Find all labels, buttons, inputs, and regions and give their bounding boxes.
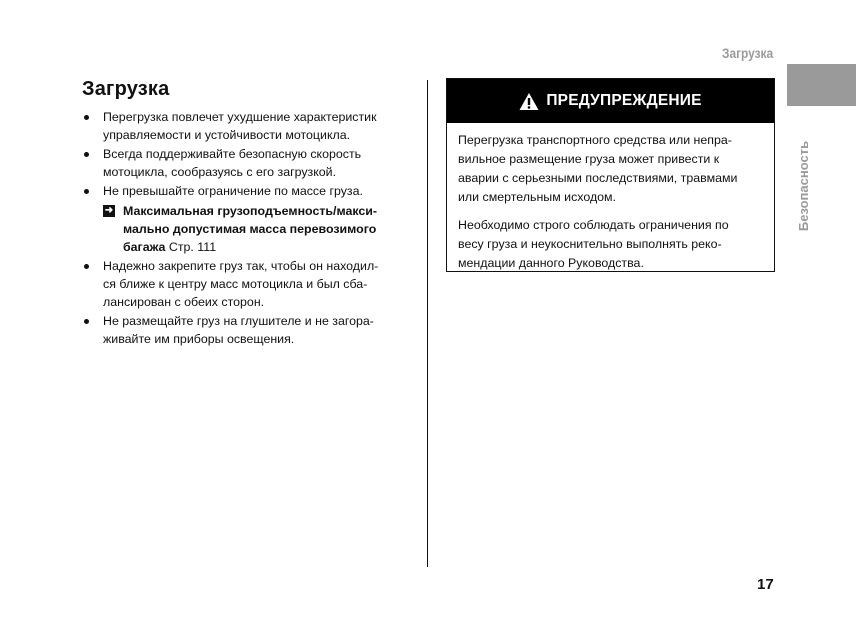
bullet-line: ся ближе к центру масс мотоцикла и был сба- [103, 277, 368, 291]
warning-line: Необходимо строго соблюдать ограничения по [458, 218, 729, 232]
bullet-dot-icon [84, 189, 89, 194]
bullet-item [82, 108, 408, 144]
warning-header [447, 79, 774, 123]
reference-title-line: багажа [123, 240, 166, 254]
reference-page-link[interactable]: Стр. 111 [168, 240, 217, 254]
warning-line: Перегрузка транспортного средства или непра- [458, 133, 732, 147]
bullet-dot-icon [84, 152, 89, 157]
bullet-line: лансирован с обеих сторон. [103, 295, 265, 309]
warning-line: весу груза и неукоснительно выполнять реко- [458, 237, 722, 251]
section-title: Загрузка [82, 78, 170, 100]
warning-line: аварии с серьезными последствиями, травмами [458, 171, 738, 185]
bullet-item [82, 257, 408, 311]
bullet-line: Всегда поддерживайте безопасную скорость [103, 147, 362, 161]
bullet-line: управляемости и устойчивости мотоцикла. [103, 128, 351, 142]
left-column [82, 78, 408, 349]
warning-line: или смертельным исходом. [458, 190, 617, 204]
warning-paragraph [458, 131, 764, 207]
running-header: Загрузка [721, 45, 773, 61]
column-divider [427, 80, 428, 567]
bullet-line: Не превышайте ограничение по массе груза. [103, 184, 363, 198]
chapter-label: Безопасность [795, 140, 811, 232]
chapter-tab [787, 64, 856, 106]
bullet-line: Перегрузка повлечет ухудшение характеристик [103, 110, 377, 124]
bullet-item [82, 312, 408, 348]
bullet-item [82, 145, 408, 181]
bullet-dot-icon [84, 115, 89, 120]
warning-paragraph [458, 216, 764, 273]
bullet-dot-icon [84, 264, 89, 269]
bullet-line: живайте им приборы освещения. [103, 332, 295, 346]
bullet-list [82, 108, 408, 348]
cross-reference[interactable] [103, 202, 408, 256]
warning-body [447, 123, 774, 273]
reference-title-line: мально допустимая масса перевозимого [123, 222, 377, 236]
bullet-item [82, 182, 408, 256]
bullet-dot-icon [84, 319, 89, 324]
warning-line: мендации данного Руководства. [458, 256, 644, 270]
reference-title-line: Максимальная грузоподъемность/макси- [123, 204, 378, 218]
bullet-line: Не размещайте груз на глушителе и не загора- [103, 314, 374, 328]
page-number: 17 [757, 576, 774, 593]
warning-triangle-icon [519, 92, 539, 111]
bullet-line: Надежно закрепите груз так, чтобы он находил- [103, 259, 379, 273]
warning-title: ПРЕДУПРЕЖДЕНИЕ [546, 92, 702, 109]
bullet-line: мотоцикла, сообразуясь с его загрузкой. [103, 165, 337, 179]
reference-arrow-icon: ➜ [104, 205, 114, 216]
warning-box [446, 78, 775, 272]
warning-line: вильное размещение груза может привести к [458, 152, 720, 166]
